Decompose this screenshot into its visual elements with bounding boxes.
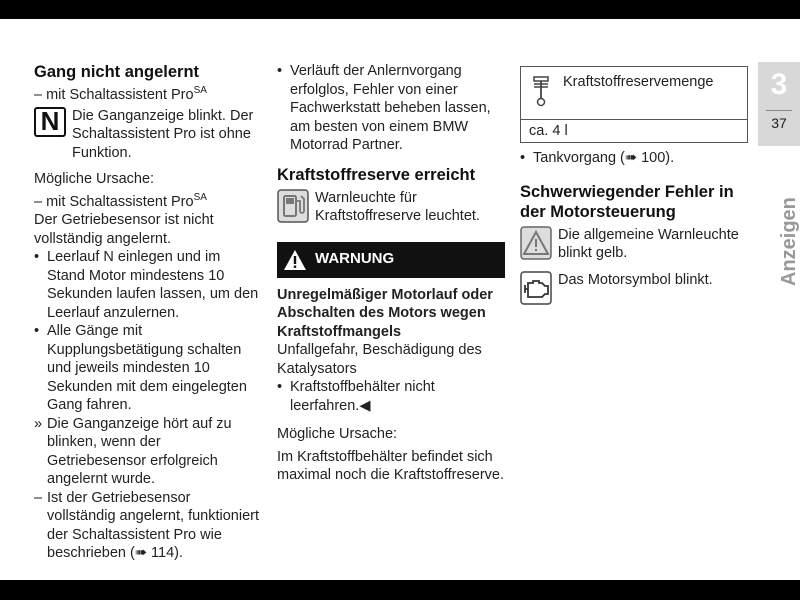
sensor-text: Der Getriebesensor ist nicht vollständig angelernt. bbox=[34, 212, 214, 247]
bottom-black-bar bbox=[0, 580, 800, 600]
general-warning-icon bbox=[520, 226, 554, 260]
condition-line-1: – mit Schaltassistent Pro$^{SA}$ bbox=[34, 85, 207, 103]
dash-line: – Ist der Getriebesensor vollständig angelernt, funktioniert der Schaltassistent Pro wie beschrieben (➠ 114). bbox=[34, 489, 259, 561]
chapter-tab bbox=[758, 62, 800, 146]
column-2 bbox=[277, 62, 505, 485]
fuel-pump-icon bbox=[277, 189, 311, 223]
bullet-refuel: • Tankvorgang (➠ 100). bbox=[520, 150, 675, 166]
general-warning-text: Die allgemeine Warnleuchte blinkt gelb. bbox=[558, 226, 739, 261]
fuel-warning-text: Warnleuchte für Kraftstoffreserve leuchtet. bbox=[315, 189, 480, 224]
bullet-gears: • Alle Gänge mit Kupplungsbetätigung schalten und jeweils mindesten 10 Sekunden mit dem eingelegten Gang fahren. bbox=[34, 323, 247, 413]
heading-fuel-reserve: Kraftstoffreserve erreicht bbox=[277, 165, 476, 184]
gear-indicator-text: Die Ganganzeige blinkt. Der Schaltassistent Pro ist ohne Funktion. bbox=[72, 107, 254, 161]
engine-icon bbox=[520, 271, 554, 305]
table-label: Kraftstoffreservemenge bbox=[563, 74, 714, 90]
heading-engine-fault: Schwerwiegender Fehler in der Motorsteuerung bbox=[520, 182, 734, 221]
page-number: 37 bbox=[771, 115, 787, 131]
warning-description: Unfallgefahr, Beschädigung des Katalysators bbox=[277, 342, 482, 377]
bullet-workshop: • Verläuft der Anlernvorgang erfolglos, Fehler von einer Fachwerkstatt beheben lassen, am besten von einem BMW Motorrad Partner. bbox=[277, 63, 491, 153]
column-1 bbox=[34, 62, 262, 563]
warning-title: Unregelmäßiger Motorlauf oder Abschalten des Motors wegen Kraftstoffmangels bbox=[277, 286, 493, 340]
gear-n-icon: N bbox=[34, 107, 68, 141]
top-black-bar bbox=[0, 0, 800, 19]
fuel-gauge-icon bbox=[521, 67, 563, 119]
general-warning-row bbox=[520, 226, 748, 263]
condition-line-2: – mit Schaltassistent Pro$^{SA}$ bbox=[34, 191, 207, 210]
gear-indicator-row bbox=[34, 107, 262, 163]
fuel-warning-row bbox=[277, 189, 505, 226]
engine-row bbox=[520, 271, 748, 305]
warning-triangle-icon bbox=[283, 248, 307, 272]
table-value: ca. 4 l bbox=[529, 123, 568, 139]
engine-text: Das Motorsymbol blinkt. bbox=[558, 271, 713, 288]
chapter-number: 3 bbox=[770, 68, 788, 101]
warning-banner: WARNUNG bbox=[277, 242, 505, 278]
bullet-neutral: • Leerlauf N einlegen und im Stand Motor mindestens 10 Sekunden laufen lassen, um den Leerlauf anzulernen. bbox=[34, 249, 259, 321]
cause-text-2: Im Kraftstoffbehälter befindet sich maximal noch die Kraftstoffreserve. bbox=[277, 448, 504, 483]
page-reference-114[interactable]: (➠ 114). bbox=[130, 545, 184, 561]
cause-label-2: Mögliche Ursache: bbox=[277, 426, 398, 442]
fuel-reserve-table bbox=[520, 66, 748, 143]
result-line: » Die Ganganzeige hört auf zu blinken, wenn der Getriebesensor erfolgreich angelernt wurde. bbox=[34, 415, 232, 487]
column-3 bbox=[520, 62, 748, 305]
section-label: Anzeigen bbox=[778, 197, 800, 286]
cause-label: Mögliche Ursache: bbox=[34, 171, 155, 187]
warning-bullet: • Kraftstoffbehälter nicht leerfahren.◀ bbox=[277, 379, 435, 414]
heading-gear-not-learned: Gang nicht angelernt bbox=[34, 63, 200, 81]
